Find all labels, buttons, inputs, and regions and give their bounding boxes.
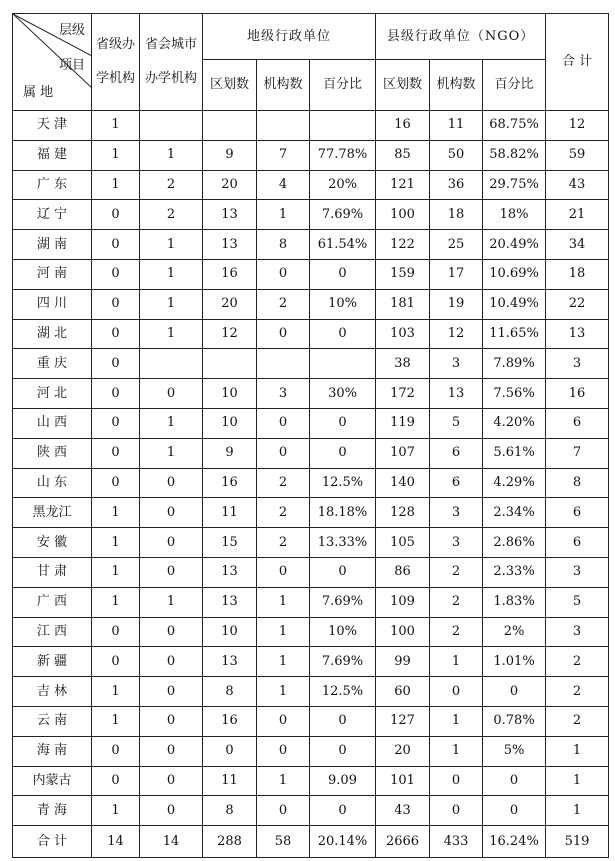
cell-prefecture-percent <box>310 349 376 379</box>
cell-capital: 1 <box>140 140 203 170</box>
cell-prefecture-districts: 13 <box>203 557 257 587</box>
cell-county-institutions: 6 <box>430 468 483 498</box>
table-row <box>13 170 609 200</box>
cell-prefecture-percent: 9.09 <box>310 766 376 796</box>
cell-prefecture-districts: 13 <box>203 647 257 677</box>
cell-county-institutions: 11 <box>430 111 483 141</box>
cell-county-districts: 140 <box>376 468 430 498</box>
cell-provincial: 0 <box>92 230 140 260</box>
cell-provincial: 1 <box>92 796 140 826</box>
cell-county-percent: 4.20% <box>483 408 546 438</box>
cell-prefecture-districts: 9 <box>203 140 257 170</box>
cell-county-institutions: 12 <box>430 319 483 349</box>
cell-prefecture-percent: 0 <box>310 408 376 438</box>
cell-provincial: 0 <box>92 349 140 379</box>
cell-place: 广 西 <box>13 587 92 617</box>
cell-capital: 14 <box>140 826 203 858</box>
cell-prefecture-percent: 0 <box>310 557 376 587</box>
cell-prefecture-districts: 12 <box>203 319 257 349</box>
cell-provincial: 0 <box>92 468 140 498</box>
cell-total: 6 <box>546 498 609 528</box>
cell-place: 湖 北 <box>13 319 92 349</box>
cell-capital: 0 <box>140 468 203 498</box>
cell-county-districts: 127 <box>376 706 430 736</box>
cell-county-institutions: 2 <box>430 587 483 617</box>
cell-provincial: 1 <box>92 557 140 587</box>
header-provincial-line1: 省级办 <box>95 37 135 52</box>
cell-prefecture-institutions: 0 <box>257 557 310 587</box>
cell-county-districts: 105 <box>376 528 430 558</box>
cell-county-percent: 16.24% <box>483 826 546 858</box>
cell-place: 山 东 <box>13 468 92 498</box>
cell-prefecture-districts: 288 <box>203 826 257 858</box>
cell-capital: 1 <box>140 289 203 319</box>
cell-county-institutions: 1 <box>430 647 483 677</box>
cell-county-institutions: 13 <box>430 379 483 409</box>
cell-total: 13 <box>546 319 609 349</box>
cell-total: 12 <box>546 111 609 141</box>
cell-prefecture-institutions: 0 <box>257 706 310 736</box>
cell-prefecture-percent: 0 <box>310 706 376 736</box>
cell-prefecture-institutions: 0 <box>257 736 310 766</box>
cell-prefecture-percent: 13.33% <box>310 528 376 558</box>
cell-place: 甘 肃 <box>13 557 92 587</box>
cell-county-percent: 68.75% <box>483 111 546 141</box>
cell-county-percent: 0 <box>483 677 546 707</box>
cell-county-districts: 109 <box>376 587 430 617</box>
cell-provincial: 0 <box>92 379 140 409</box>
cell-total: 3 <box>546 557 609 587</box>
cell-capital <box>140 349 203 379</box>
cell-provincial: 1 <box>92 677 140 707</box>
cell-county-percent: 29.75% <box>483 170 546 200</box>
cell-place: 辽 宁 <box>13 200 92 230</box>
header-provincial-line2: 学机构 <box>95 71 135 86</box>
cell-capital: 0 <box>140 528 203 558</box>
cell-provincial: 0 <box>92 736 140 766</box>
cell-prefecture-districts: 11 <box>203 498 257 528</box>
cell-prefecture-percent: 0 <box>310 736 376 766</box>
cell-provincial: 0 <box>92 200 140 230</box>
cell-county-institutions: 433 <box>430 826 483 858</box>
header-capital-line1: 省会城市 <box>144 37 197 52</box>
cell-county-percent: 1.83% <box>483 587 546 617</box>
cell-prefecture-percent: 7.69% <box>310 647 376 677</box>
cell-total: 1 <box>546 796 609 826</box>
cell-county-districts: 107 <box>376 438 430 468</box>
cell-county-districts: 85 <box>376 140 430 170</box>
cell-capital: 1 <box>140 230 203 260</box>
cell-county-percent: 20.49% <box>483 230 546 260</box>
cell-county-percent: 2.86% <box>483 528 546 558</box>
cell-provincial: 1 <box>92 498 140 528</box>
cell-total: 6 <box>546 408 609 438</box>
table-row <box>13 379 609 409</box>
cell-county-institutions: 17 <box>430 259 483 289</box>
table-row <box>13 528 609 558</box>
cell-place: 陕 西 <box>13 438 92 468</box>
cell-provincial: 1 <box>92 706 140 736</box>
cell-provincial: 0 <box>92 289 140 319</box>
cell-provincial: 1 <box>92 111 140 141</box>
cell-prefecture-institutions: 2 <box>257 498 310 528</box>
cell-place: 天 津 <box>13 111 92 141</box>
header-provincial <box>92 14 140 111</box>
cell-place: 云 南 <box>13 706 92 736</box>
cell-county-institutions: 18 <box>430 200 483 230</box>
cell-total: 8 <box>546 468 609 498</box>
cell-prefecture-institutions: 1 <box>257 677 310 707</box>
cell-place: 江 西 <box>13 617 92 647</box>
cell-county-districts: 119 <box>376 408 430 438</box>
table-row <box>13 647 609 677</box>
table-row <box>13 736 609 766</box>
cell-place: 内蒙古 <box>13 766 92 796</box>
cell-capital: 0 <box>140 677 203 707</box>
cell-place: 青 海 <box>13 796 92 826</box>
cell-county-institutions: 6 <box>430 438 483 468</box>
header-county-districts: 区划数 <box>376 60 430 111</box>
table-row <box>13 111 609 141</box>
cell-prefecture-institutions: 0 <box>257 319 310 349</box>
cell-prefecture-districts: 0 <box>203 736 257 766</box>
cell-county-institutions: 5 <box>430 408 483 438</box>
table-row <box>13 766 609 796</box>
cell-prefecture-institutions: 1 <box>257 617 310 647</box>
table-row <box>13 796 609 826</box>
cell-county-districts: 43 <box>376 796 430 826</box>
cell-county-percent: 0 <box>483 796 546 826</box>
header-prefecture-percent: 百分比 <box>310 60 376 111</box>
cell-county-institutions: 1 <box>430 736 483 766</box>
cell-provincial: 14 <box>92 826 140 858</box>
cell-county-institutions: 0 <box>430 766 483 796</box>
cell-county-districts: 2666 <box>376 826 430 858</box>
cell-prefecture-institutions: 2 <box>257 289 310 319</box>
cell-prefecture-districts: 15 <box>203 528 257 558</box>
cell-prefecture-districts: 13 <box>203 587 257 617</box>
corner-header-cell <box>13 14 92 111</box>
header-county-percent: 百分比 <box>483 60 546 111</box>
cell-county-districts: 86 <box>376 557 430 587</box>
cell-total: 1 <box>546 736 609 766</box>
cell-prefecture-percent: 77.78% <box>310 140 376 170</box>
header-prefecture-districts: 区划数 <box>203 60 257 111</box>
cell-prefecture-percent: 7.69% <box>310 200 376 230</box>
table-row <box>13 438 609 468</box>
cell-county-percent: 18% <box>483 200 546 230</box>
cell-total: 7 <box>546 438 609 468</box>
cell-county-percent: 1.01% <box>483 647 546 677</box>
cell-county-districts: 16 <box>376 111 430 141</box>
cell-provincial: 0 <box>92 647 140 677</box>
cell-prefecture-institutions: 0 <box>257 408 310 438</box>
cell-prefecture-districts: 13 <box>203 230 257 260</box>
cell-capital: 1 <box>140 438 203 468</box>
header-capital <box>140 14 203 111</box>
cell-provincial: 0 <box>92 408 140 438</box>
table-row <box>13 200 609 230</box>
cell-total: 2 <box>546 706 609 736</box>
cell-prefecture-percent: 61.54% <box>310 230 376 260</box>
table-row <box>13 140 609 170</box>
cell-prefecture-percent <box>310 111 376 141</box>
cell-prefecture-percent: 30% <box>310 379 376 409</box>
cell-county-districts: 20 <box>376 736 430 766</box>
corner-label-place: 属 地 <box>23 85 54 100</box>
cell-prefecture-districts: 8 <box>203 677 257 707</box>
cell-prefecture-institutions: 1 <box>257 647 310 677</box>
cell-prefecture-institutions: 7 <box>257 140 310 170</box>
cell-prefecture-districts: 10 <box>203 379 257 409</box>
cell-county-institutions: 1 <box>430 706 483 736</box>
header-prefecture-institutions: 机构数 <box>257 60 310 111</box>
table-row <box>13 349 609 379</box>
cell-capital: 1 <box>140 319 203 349</box>
cell-total: 43 <box>546 170 609 200</box>
cell-capital: 1 <box>140 408 203 438</box>
header-county: 县级行政单位（NGO） <box>376 14 546 60</box>
cell-place: 广 东 <box>13 170 92 200</box>
header-prefecture: 地级行政单位 <box>203 14 376 60</box>
cell-total: 22 <box>546 289 609 319</box>
cell-prefecture-percent: 18.18% <box>310 498 376 528</box>
cell-county-institutions: 25 <box>430 230 483 260</box>
cell-total: 16 <box>546 379 609 409</box>
cell-county-percent: 4.29% <box>483 468 546 498</box>
cell-provincial: 0 <box>92 617 140 647</box>
cell-place: 海 南 <box>13 736 92 766</box>
statistics-table <box>12 13 609 858</box>
cell-prefecture-districts: 11 <box>203 766 257 796</box>
cell-prefecture-institutions <box>257 111 310 141</box>
cell-prefecture-percent: 0 <box>310 259 376 289</box>
cell-prefecture-districts: 10 <box>203 408 257 438</box>
cell-county-percent: 0 <box>483 766 546 796</box>
cell-county-institutions: 3 <box>430 349 483 379</box>
cell-prefecture-institutions: 2 <box>257 468 310 498</box>
table-row <box>13 408 609 438</box>
cell-prefecture-institutions: 8 <box>257 230 310 260</box>
cell-prefecture-districts: 20 <box>203 170 257 200</box>
cell-county-districts: 121 <box>376 170 430 200</box>
cell-county-institutions: 0 <box>430 796 483 826</box>
cell-county-institutions: 19 <box>430 289 483 319</box>
header-capital-line2: 办学机构 <box>144 71 197 86</box>
cell-capital: 0 <box>140 647 203 677</box>
cell-county-percent: 5% <box>483 736 546 766</box>
cell-provincial: 1 <box>92 170 140 200</box>
cell-total: 3 <box>546 617 609 647</box>
cell-provincial: 0 <box>92 319 140 349</box>
cell-county-districts: 100 <box>376 200 430 230</box>
cell-county-percent: 7.89% <box>483 349 546 379</box>
cell-prefecture-percent: 10% <box>310 617 376 647</box>
table-row <box>13 289 609 319</box>
cell-prefecture-districts: 20 <box>203 289 257 319</box>
cell-total: 3 <box>546 349 609 379</box>
cell-place: 福 建 <box>13 140 92 170</box>
cell-prefecture-percent: 0 <box>310 319 376 349</box>
cell-county-districts: 181 <box>376 289 430 319</box>
table-row <box>13 587 609 617</box>
cell-provincial: 0 <box>92 259 140 289</box>
table-row <box>13 230 609 260</box>
cell-capital: 0 <box>140 796 203 826</box>
cell-total: 59 <box>546 140 609 170</box>
cell-county-institutions: 50 <box>430 140 483 170</box>
cell-county-districts: 100 <box>376 617 430 647</box>
table-row <box>13 557 609 587</box>
cell-provincial: 1 <box>92 528 140 558</box>
cell-prefecture-institutions: 58 <box>257 826 310 858</box>
cell-prefecture-districts: 16 <box>203 468 257 498</box>
cell-county-districts: 99 <box>376 647 430 677</box>
cell-county-percent: 58.82% <box>483 140 546 170</box>
cell-prefecture-percent: 10% <box>310 289 376 319</box>
cell-county-percent: 10.69% <box>483 259 546 289</box>
cell-prefecture-districts: 10 <box>203 617 257 647</box>
cell-capital: 0 <box>140 766 203 796</box>
cell-county-districts: 128 <box>376 498 430 528</box>
cell-place: 合 计 <box>13 826 92 858</box>
cell-county-percent: 2% <box>483 617 546 647</box>
cell-prefecture-percent: 0 <box>310 438 376 468</box>
cell-place: 湖 南 <box>13 230 92 260</box>
cell-prefecture-districts: 13 <box>203 200 257 230</box>
cell-prefecture-institutions: 0 <box>257 796 310 826</box>
cell-capital: 2 <box>140 200 203 230</box>
cell-capital: 1 <box>140 587 203 617</box>
cell-prefecture-districts: 8 <box>203 796 257 826</box>
cell-prefecture-percent: 0 <box>310 796 376 826</box>
totals-row <box>13 826 609 858</box>
cell-county-institutions: 0 <box>430 677 483 707</box>
cell-place: 重 庆 <box>13 349 92 379</box>
cell-capital: 0 <box>140 736 203 766</box>
cell-county-districts: 60 <box>376 677 430 707</box>
cell-prefecture-districts: 16 <box>203 259 257 289</box>
cell-county-institutions: 2 <box>430 617 483 647</box>
cell-total: 1 <box>546 766 609 796</box>
cell-county-percent: 5.61% <box>483 438 546 468</box>
cell-county-districts: 122 <box>376 230 430 260</box>
header-county-institutions: 机构数 <box>430 60 483 111</box>
table-row <box>13 677 609 707</box>
cell-prefecture-districts: 9 <box>203 438 257 468</box>
cell-county-districts: 159 <box>376 259 430 289</box>
cell-county-institutions: 2 <box>430 557 483 587</box>
cell-place: 河 北 <box>13 379 92 409</box>
cell-prefecture-institutions <box>257 349 310 379</box>
cell-place: 吉 林 <box>13 677 92 707</box>
cell-total: 519 <box>546 826 609 858</box>
cell-county-percent: 2.34% <box>483 498 546 528</box>
cell-place: 河 南 <box>13 259 92 289</box>
cell-prefecture-institutions: 1 <box>257 200 310 230</box>
table-row <box>13 617 609 647</box>
cell-capital: 0 <box>140 557 203 587</box>
cell-capital: 1 <box>140 259 203 289</box>
cell-place: 安 徽 <box>13 528 92 558</box>
table-row <box>13 468 609 498</box>
corner-label-item: 项目 <box>59 58 86 73</box>
cell-prefecture-percent: 12.5% <box>310 677 376 707</box>
cell-prefecture-institutions: 1 <box>257 587 310 617</box>
cell-prefecture-institutions: 2 <box>257 528 310 558</box>
cell-county-percent: 7.56% <box>483 379 546 409</box>
cell-prefecture-percent: 20% <box>310 170 376 200</box>
table-row <box>13 498 609 528</box>
corner-label-level: 层级 <box>59 23 86 38</box>
cell-prefecture-institutions: 1 <box>257 766 310 796</box>
cell-total: 2 <box>546 647 609 677</box>
cell-total: 2 <box>546 677 609 707</box>
cell-provincial: 1 <box>92 587 140 617</box>
cell-capital: 0 <box>140 379 203 409</box>
cell-prefecture-districts <box>203 111 257 141</box>
cell-county-institutions: 36 <box>430 170 483 200</box>
cell-total: 18 <box>546 259 609 289</box>
table-row <box>13 259 609 289</box>
header-total: 合 计 <box>546 14 609 111</box>
cell-prefecture-percent: 12.5% <box>310 468 376 498</box>
cell-total: 5 <box>546 587 609 617</box>
table-row <box>13 319 609 349</box>
cell-total: 21 <box>546 200 609 230</box>
cell-prefecture-institutions: 4 <box>257 170 310 200</box>
cell-prefecture-institutions: 0 <box>257 438 310 468</box>
cell-prefecture-institutions: 3 <box>257 379 310 409</box>
cell-provincial: 0 <box>92 438 140 468</box>
cell-total: 6 <box>546 528 609 558</box>
cell-prefecture-percent: 20.14% <box>310 826 376 858</box>
cell-county-districts: 172 <box>376 379 430 409</box>
cell-county-percent: 0.78% <box>483 706 546 736</box>
cell-prefecture-institutions: 0 <box>257 259 310 289</box>
cell-prefecture-districts: 16 <box>203 706 257 736</box>
cell-capital: 2 <box>140 170 203 200</box>
cell-county-institutions: 3 <box>430 498 483 528</box>
cell-prefecture-percent: 7.69% <box>310 587 376 617</box>
cell-county-institutions: 3 <box>430 528 483 558</box>
cell-county-percent: 2.33% <box>483 557 546 587</box>
cell-provincial: 1 <box>92 140 140 170</box>
cell-county-districts: 101 <box>376 766 430 796</box>
cell-total: 34 <box>546 230 609 260</box>
cell-place: 山 西 <box>13 408 92 438</box>
cell-place: 四 川 <box>13 289 92 319</box>
cell-prefecture-districts <box>203 349 257 379</box>
cell-county-percent: 10.49% <box>483 289 546 319</box>
cell-county-districts: 103 <box>376 319 430 349</box>
cell-capital: 0 <box>140 498 203 528</box>
cell-provincial: 0 <box>92 766 140 796</box>
cell-place: 黑龙江 <box>13 498 92 528</box>
cell-capital: 0 <box>140 706 203 736</box>
cell-county-percent: 11.65% <box>483 319 546 349</box>
cell-capital <box>140 111 203 141</box>
cell-capital: 0 <box>140 617 203 647</box>
cell-county-districts: 38 <box>376 349 430 379</box>
cell-place: 新 疆 <box>13 647 92 677</box>
table-row <box>13 706 609 736</box>
